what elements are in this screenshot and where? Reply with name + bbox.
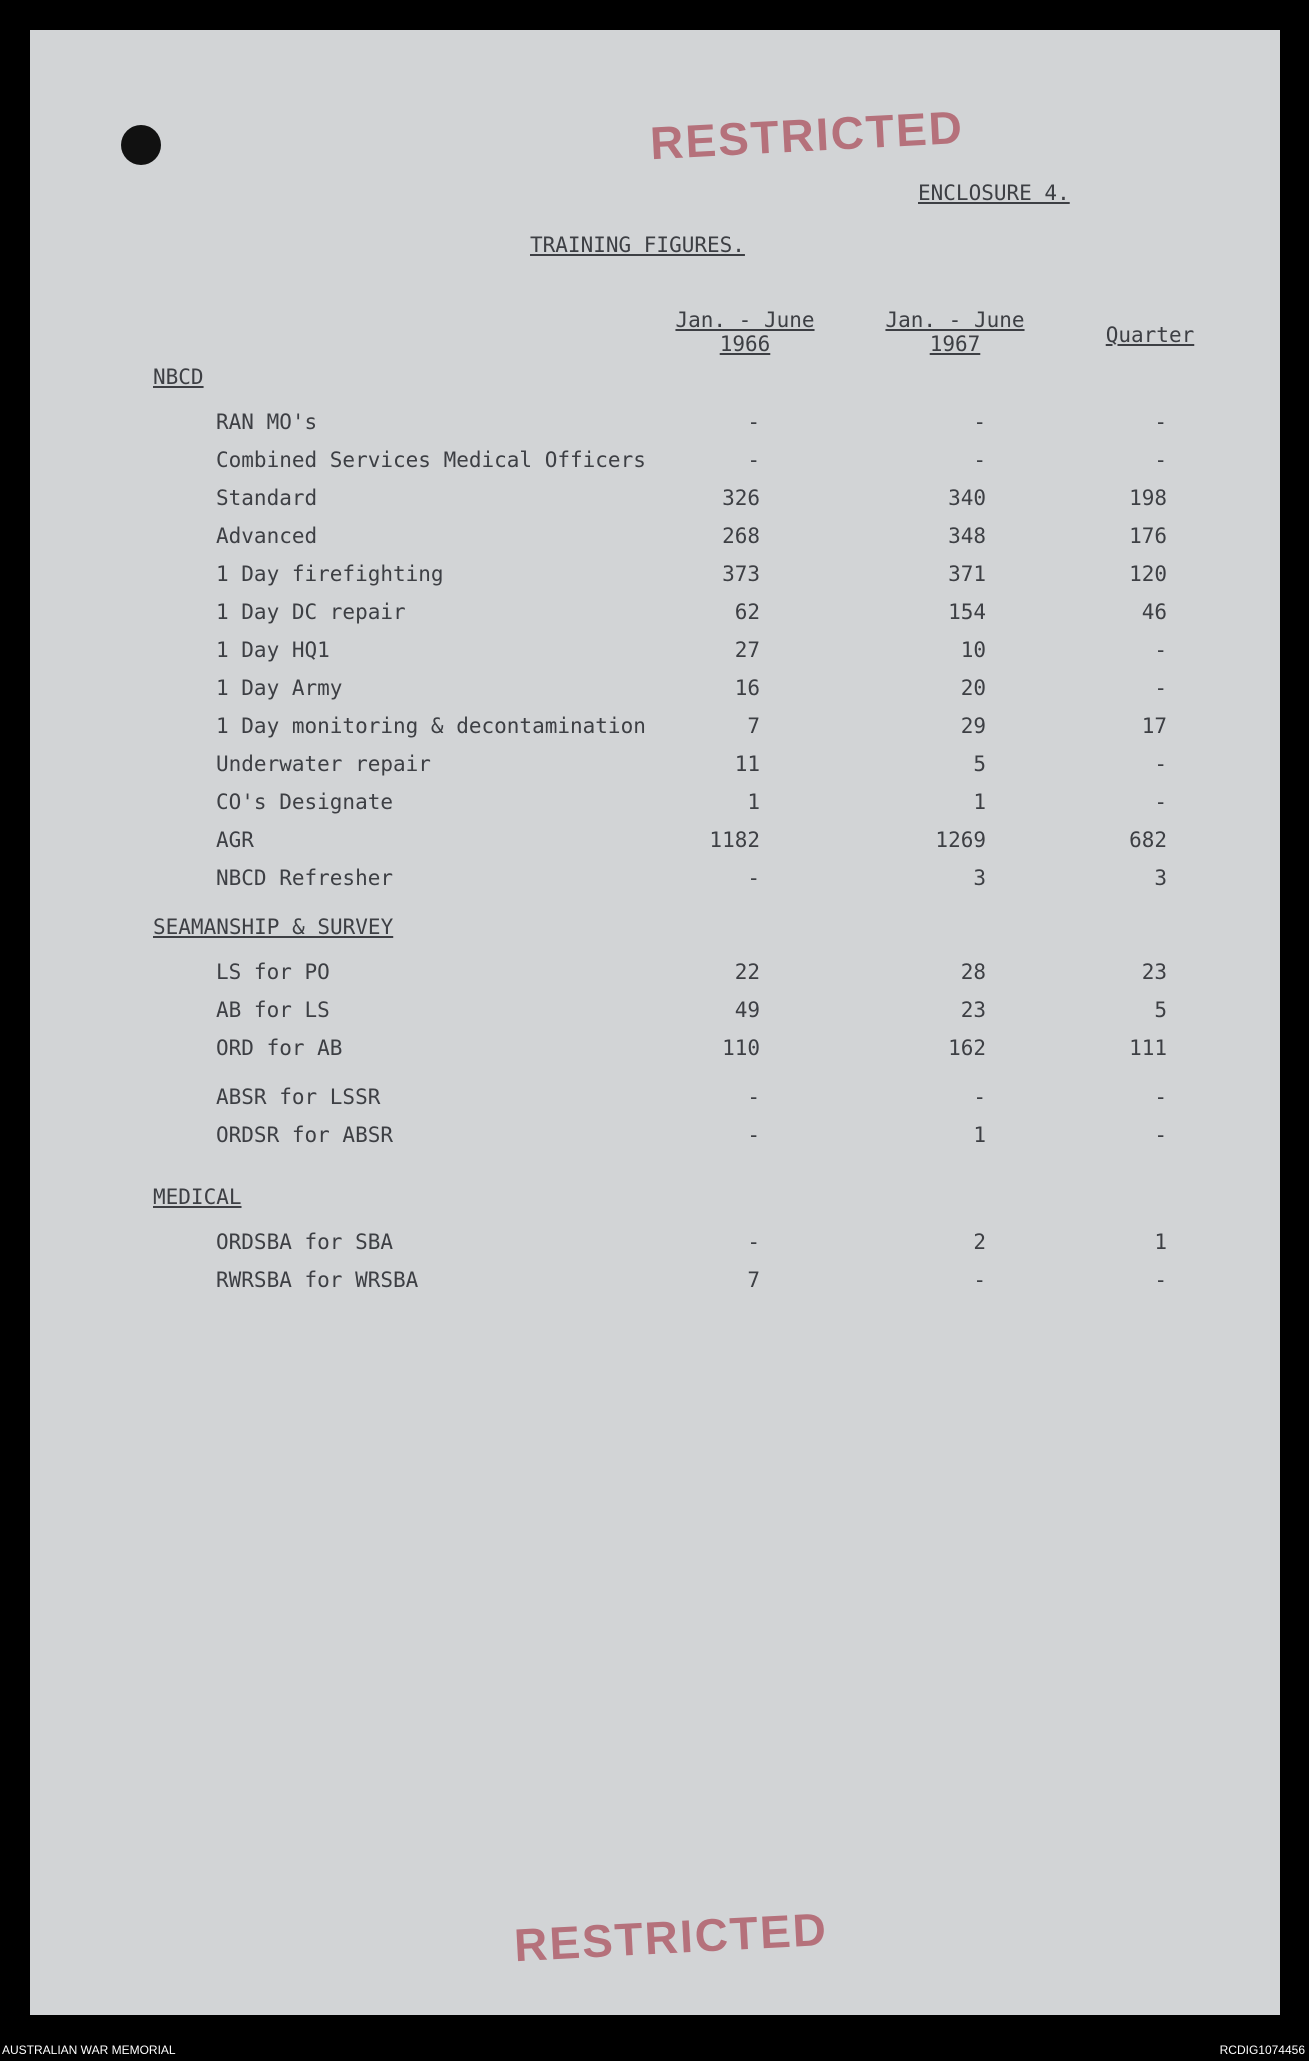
- document-page: [30, 30, 1280, 2015]
- cell-c3: 682: [1129, 828, 1167, 852]
- cell-c2: 10: [960, 638, 986, 662]
- column-header-line2: 1967: [929, 332, 981, 356]
- cell-c2: 162: [948, 1036, 986, 1060]
- punch-hole: [121, 125, 161, 165]
- footer-left: AUSTRALIAN WAR MEMORIAL: [2, 2043, 176, 2057]
- row-label: 1 Day Army: [216, 676, 343, 700]
- row-label: Advanced: [216, 524, 318, 548]
- cell-c3: 5: [1154, 998, 1167, 1022]
- row-label: CO's Designate: [216, 790, 394, 814]
- row-label: LS for PO: [216, 960, 330, 984]
- cell-c2: 2: [973, 1230, 986, 1254]
- row-label: RWRSBA for WRSBA: [216, 1268, 419, 1292]
- cell-c3: -: [1154, 448, 1167, 472]
- cell-c1: -: [747, 1230, 760, 1254]
- cell-c1: 373: [722, 562, 760, 586]
- cell-c1: 1: [747, 790, 760, 814]
- cell-c1: -: [747, 448, 760, 472]
- cell-c2: 371: [948, 562, 986, 586]
- cell-c1: -: [747, 410, 760, 434]
- row-label: Underwater repair: [216, 752, 431, 776]
- cell-c3: -: [1154, 676, 1167, 700]
- cell-c1: -: [747, 866, 760, 890]
- column-header-line1: Quarter: [1105, 323, 1195, 347]
- cell-c2: -: [973, 1085, 986, 1109]
- cell-c1: 1182: [709, 828, 760, 852]
- cell-c3: 120: [1129, 562, 1167, 586]
- row-label: RAN MO's: [216, 410, 318, 434]
- cell-c2: -: [973, 410, 986, 434]
- cell-c2: 348: [948, 524, 986, 548]
- cell-c3: 198: [1129, 486, 1167, 510]
- cell-c2: 23: [960, 998, 986, 1022]
- footer-right: RCDIG1074456: [1219, 2043, 1305, 2057]
- cell-c3: 17: [1141, 714, 1167, 738]
- enclosure-label: ENCLOSURE 4.: [918, 181, 1070, 205]
- column-header-line1: Jan. - June: [885, 308, 1025, 332]
- cell-c3: -: [1154, 1085, 1167, 1109]
- cell-c3: 3: [1154, 866, 1167, 890]
- page-title: TRAINING FIGURES.: [530, 233, 745, 257]
- cell-c1: -: [747, 1085, 760, 1109]
- cell-c2: 1: [973, 1123, 986, 1147]
- cell-c2: 1: [973, 790, 986, 814]
- cell-c2: 154: [948, 600, 986, 624]
- cell-c3: 111: [1129, 1036, 1167, 1060]
- row-label: ORDSBA for SBA: [216, 1230, 394, 1254]
- cell-c2: -: [973, 1268, 986, 1292]
- cell-c3: 1: [1154, 1230, 1167, 1254]
- cell-c3: -: [1154, 410, 1167, 434]
- cell-c1: 268: [722, 524, 760, 548]
- section-heading: SEAMANSHIP & SURVEY: [153, 915, 394, 939]
- row-label: Combined Services Medical Officers: [216, 448, 646, 472]
- row-label: 1 Day monitoring & decontamination: [216, 714, 646, 738]
- restricted-stamp-top: RESTRICTED: [648, 100, 966, 170]
- column-header-quarter: [1075, 323, 1225, 347]
- cell-c1: 62: [734, 600, 760, 624]
- row-label: AGR: [216, 828, 254, 852]
- cell-c1: 110: [722, 1036, 760, 1060]
- column-header-1966: [645, 308, 845, 356]
- cell-c3: -: [1154, 1268, 1167, 1292]
- row-label: ORDSR for ABSR: [216, 1123, 394, 1147]
- row-label: ABSR for LSSR: [216, 1085, 381, 1109]
- cell-c1: 49: [734, 998, 760, 1022]
- row-label: 1 Day HQ1: [216, 638, 330, 662]
- cell-c2: 340: [948, 486, 986, 510]
- column-header-line1: Jan. - June: [675, 308, 815, 332]
- row-label: NBCD Refresher: [216, 866, 394, 890]
- cell-c2: 1269: [935, 828, 986, 852]
- cell-c1: 16: [734, 676, 760, 700]
- cell-c1: 22: [734, 960, 760, 984]
- cell-c3: -: [1154, 752, 1167, 776]
- cell-c1: 11: [734, 752, 760, 776]
- cell-c1: 7: [747, 1268, 760, 1292]
- cell-c3: 176: [1129, 524, 1167, 548]
- cell-c3: -: [1154, 638, 1167, 662]
- cell-c2: -: [973, 448, 986, 472]
- cell-c1: 326: [722, 486, 760, 510]
- column-header-1967: [855, 308, 1055, 356]
- row-label: Standard: [216, 486, 318, 510]
- row-label: AB for LS: [216, 998, 330, 1022]
- section-heading: MEDICAL: [153, 1185, 242, 1209]
- cell-c3: -: [1154, 1123, 1167, 1147]
- restricted-stamp-bottom: RESTRICTED: [512, 1902, 830, 1972]
- row-label: 1 Day DC repair: [216, 600, 406, 624]
- cell-c2: 29: [960, 714, 986, 738]
- cell-c2: 5: [973, 752, 986, 776]
- cell-c1: -: [747, 1123, 760, 1147]
- column-header-line2: 1966: [719, 332, 771, 356]
- cell-c1: 27: [734, 638, 760, 662]
- cell-c3: -: [1154, 790, 1167, 814]
- cell-c2: 3: [973, 866, 986, 890]
- cell-c2: 28: [960, 960, 986, 984]
- cell-c3: 46: [1141, 600, 1167, 624]
- cell-c1: 7: [747, 714, 760, 738]
- cell-c2: 20: [960, 676, 986, 700]
- cell-c3: 23: [1141, 960, 1167, 984]
- row-label: 1 Day firefighting: [216, 562, 444, 586]
- section-heading: NBCD: [153, 365, 204, 389]
- row-label: ORD for AB: [216, 1036, 343, 1060]
